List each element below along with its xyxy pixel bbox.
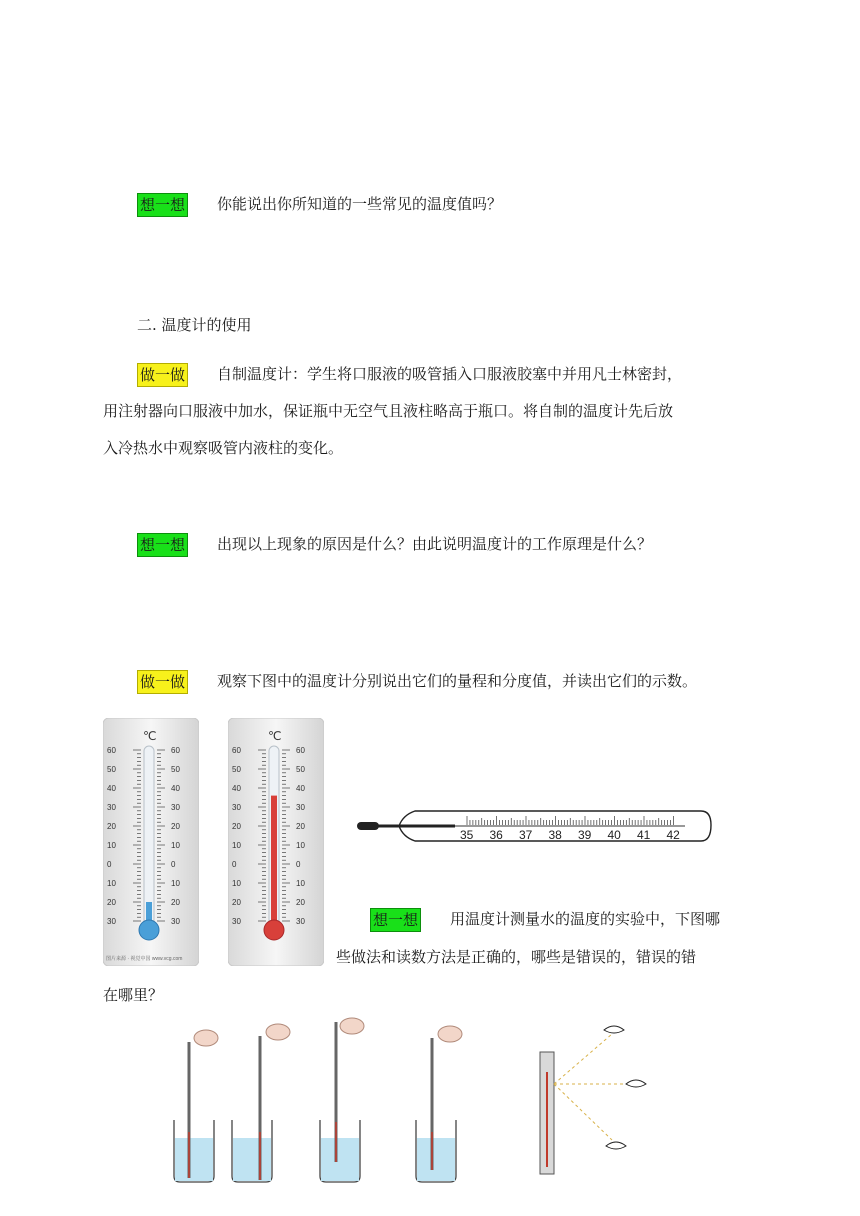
clinical-scale-label: 42: [666, 828, 680, 842]
scale-label: 30: [107, 917, 116, 926]
scale-label: 30: [171, 803, 180, 812]
blue-thermometer-image: [103, 718, 199, 966]
think-tag: 想一想: [137, 193, 188, 217]
scale-label: 30: [296, 803, 305, 812]
red-thermometer-image: [228, 718, 324, 966]
scale-label: 10: [171, 879, 180, 888]
scale-label: 20: [107, 898, 116, 907]
scale-label: 10: [107, 841, 116, 850]
scale-label: 20: [171, 822, 180, 831]
think-text-line3: 在哪里？: [103, 986, 164, 1004]
beaker-3: [320, 1018, 364, 1182]
beaker-2: [232, 1024, 290, 1182]
think-tag: 想一想: [137, 533, 188, 557]
scale-label: 10: [296, 879, 305, 888]
unit-label: ℃: [143, 729, 157, 743]
clinical-scale-label: 38: [548, 828, 562, 842]
do-text-line1: 自制温度计：学生将口服液的吸管插入口服液胶塞中并用凡士林密封，: [217, 365, 683, 383]
think-question: 你能说出你所知道的一些常见的温度值吗？: [217, 195, 503, 213]
scale-label: 10: [232, 879, 241, 888]
do-text: 观察下图中的温度计分别说出它们的量程和分度值，并读出它们的示数。: [217, 672, 698, 690]
thermometer-bulb: [139, 920, 159, 940]
scale-label: 30: [232, 803, 241, 812]
think-text-line1: 用温度计测量水的温度的实验中，下图哪: [450, 910, 721, 928]
scale-label: 20: [296, 898, 305, 907]
scale-label: 40: [296, 784, 305, 793]
scale-label: 20: [296, 822, 305, 831]
scale-label: 20: [107, 822, 116, 831]
scale-label: 0: [107, 860, 112, 869]
scale-label: 30: [296, 917, 305, 926]
scale-label: 50: [232, 765, 241, 774]
scale-label: 30: [107, 803, 116, 812]
eye-icon: [604, 1026, 624, 1033]
scale-label: 50: [296, 765, 305, 774]
clinical-thermometer-image: [355, 803, 715, 853]
watermark: 图片来源 · 视觉中国 www.vcg.com: [106, 956, 183, 962]
clinical-scale-label: 41: [637, 828, 651, 842]
eye-icon: [626, 1080, 646, 1087]
think-question: 出现以上现象的原因是什么？由此说明温度计的工作原理是什么？: [217, 535, 653, 553]
thermometer-bulb: [264, 920, 284, 940]
scale-label: 60: [171, 746, 180, 755]
scale-label: 20: [232, 898, 241, 907]
reading-angle-diagram: [540, 1026, 646, 1174]
think-text-line2: 些做法和读数方法是正确的，哪些是错误的，错误的错: [336, 948, 697, 966]
scale-label: 60: [232, 746, 241, 755]
scale-label: 10: [296, 841, 305, 850]
scale-label: 0: [171, 860, 176, 869]
do-text-line2: 用注射器向口服液中加水，保证瓶中无空气且液柱略高于瓶口。将自制的温度计先后放: [103, 402, 674, 420]
scale-label: 0: [232, 860, 237, 869]
beaker-1: [174, 1030, 218, 1182]
scale-label: 50: [107, 765, 116, 774]
scale-label: 20: [171, 898, 180, 907]
clinical-scale-label: 40: [607, 828, 621, 842]
eye-icon: [606, 1142, 626, 1149]
scale-label: 60: [296, 746, 305, 755]
do-tag: 做一做: [137, 670, 188, 694]
beaker-4: [416, 1026, 462, 1182]
scale-label: 10: [171, 841, 180, 850]
think-tag: 想一想: [370, 908, 421, 932]
measurement-methods-image: [160, 1012, 680, 1188]
scale-label: 50: [171, 765, 180, 774]
scale-label: 10: [232, 841, 241, 850]
scale-label: 10: [107, 879, 116, 888]
scale-label: 30: [232, 917, 241, 926]
scale-label: 60: [107, 746, 116, 755]
liquid-column: [271, 796, 277, 930]
scale-label: 40: [107, 784, 116, 793]
clinical-scale-label: 36: [489, 828, 503, 842]
clinical-scale-label: 39: [578, 828, 592, 842]
section-title: 二. 温度计的使用: [137, 316, 252, 334]
clinical-scale-label: 35: [460, 828, 474, 842]
clinical-scale-label: 37: [519, 828, 533, 842]
scale-label: 0: [296, 860, 301, 869]
scale-label: 30: [171, 917, 180, 926]
unit-label: ℃: [268, 729, 282, 743]
do-text-line3: 入冷热水中观察吸管内液柱的变化。: [103, 439, 344, 457]
scale-label: 40: [232, 784, 241, 793]
do-tag: 做一做: [137, 363, 188, 387]
scale-label: 20: [232, 822, 241, 831]
scale-label: 40: [171, 784, 180, 793]
